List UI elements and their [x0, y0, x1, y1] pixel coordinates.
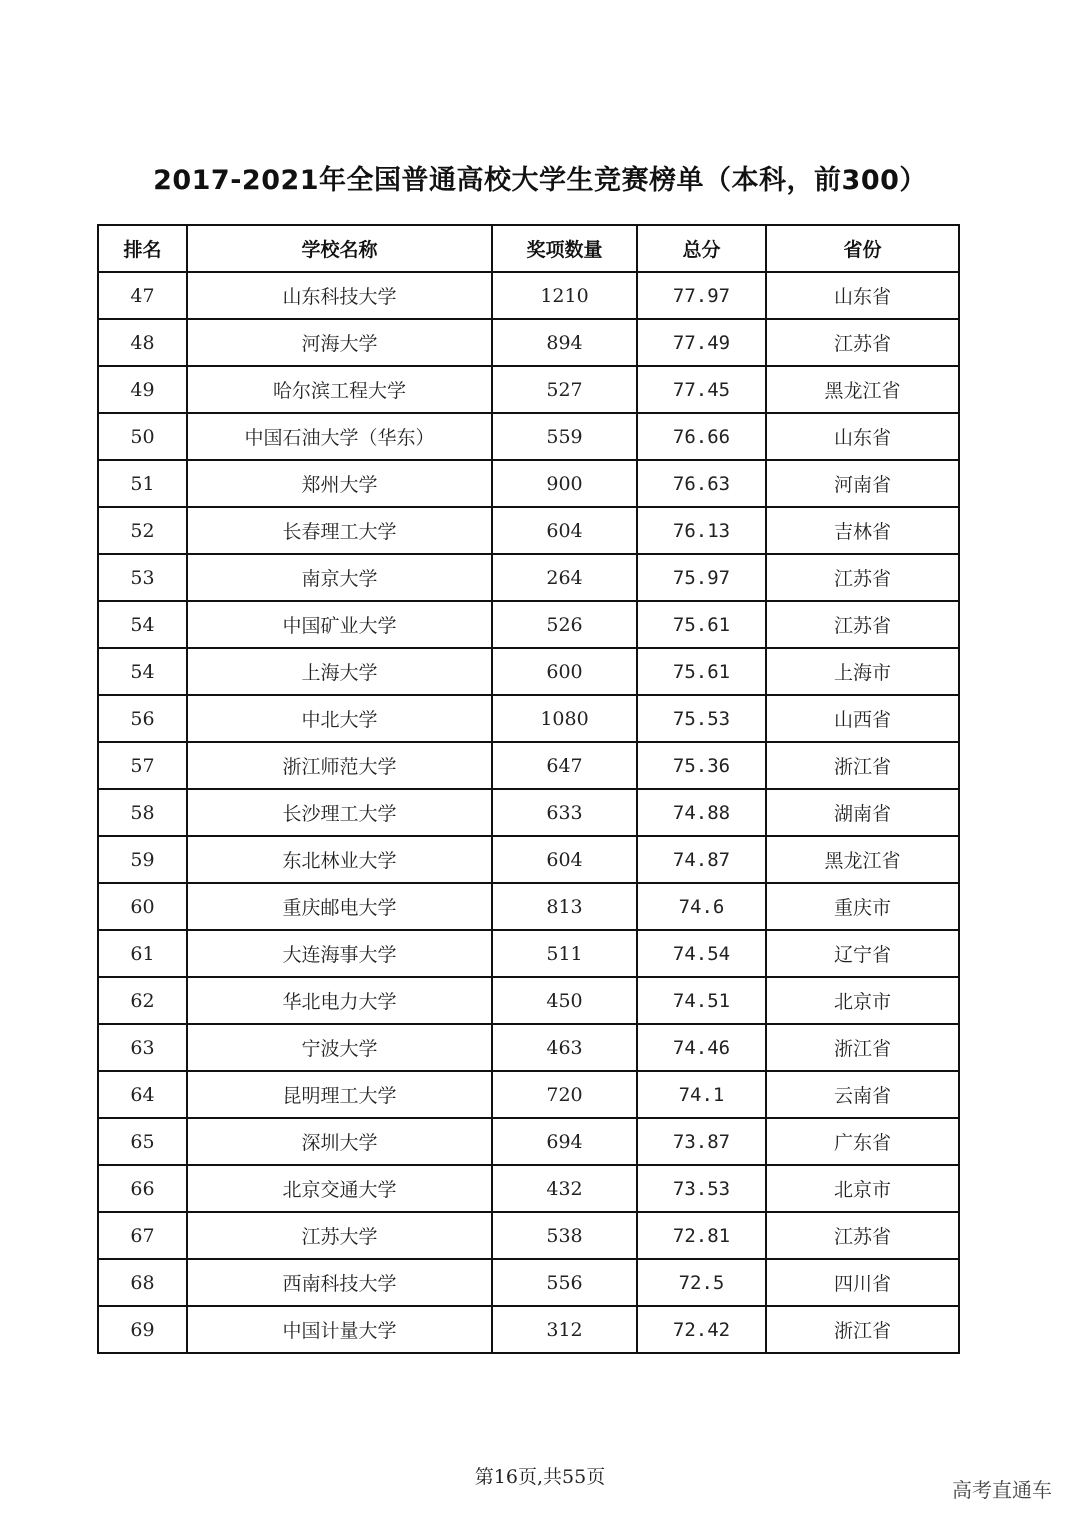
ranking-table [97, 224, 960, 1354]
cell-province: 广东省 [766, 1118, 959, 1165]
cell-total-score: 72.5 [637, 1259, 766, 1306]
cell-province: 江苏省 [766, 1212, 959, 1259]
cell-award-count: 600 [492, 648, 637, 695]
cell-province: 吉林省 [766, 507, 959, 554]
table-row [98, 601, 959, 648]
cell-school-name: 长沙理工大学 [187, 789, 492, 836]
cell-rank: 69 [98, 1306, 187, 1353]
table-row [98, 319, 959, 366]
cell-award-count: 1080 [492, 695, 637, 742]
cell-province: 浙江省 [766, 1306, 959, 1353]
cell-total-score: 74.1 [637, 1071, 766, 1118]
cell-total-score: 72.81 [637, 1212, 766, 1259]
cell-rank: 67 [98, 1212, 187, 1259]
cell-rank: 51 [98, 460, 187, 507]
table-row [98, 366, 959, 413]
cell-province: 江苏省 [766, 319, 959, 366]
cell-total-score: 73.53 [637, 1165, 766, 1212]
cell-award-count: 526 [492, 601, 637, 648]
cell-school-name: 哈尔滨工程大学 [187, 366, 492, 413]
cell-school-name: 昆明理工大学 [187, 1071, 492, 1118]
table-row [98, 789, 959, 836]
header-rank: 排名 [98, 225, 187, 272]
cell-award-count: 604 [492, 836, 637, 883]
cell-province: 河南省 [766, 460, 959, 507]
cell-province: 浙江省 [766, 742, 959, 789]
cell-province: 黑龙江省 [766, 836, 959, 883]
cell-school-name: 中国计量大学 [187, 1306, 492, 1353]
cell-award-count: 604 [492, 507, 637, 554]
cell-award-count: 633 [492, 789, 637, 836]
cell-province: 上海市 [766, 648, 959, 695]
cell-award-count: 694 [492, 1118, 637, 1165]
cell-school-name: 中北大学 [187, 695, 492, 742]
cell-rank: 63 [98, 1024, 187, 1071]
cell-rank: 64 [98, 1071, 187, 1118]
table-row [98, 272, 959, 319]
cell-rank: 58 [98, 789, 187, 836]
cell-rank: 48 [98, 319, 187, 366]
cell-rank: 47 [98, 272, 187, 319]
cell-award-count: 538 [492, 1212, 637, 1259]
table-row [98, 554, 959, 601]
header-province: 省份 [766, 225, 959, 272]
table-row [98, 1165, 959, 1212]
cell-school-name: 中国矿业大学 [187, 601, 492, 648]
cell-total-score: 75.61 [637, 648, 766, 695]
cell-rank: 57 [98, 742, 187, 789]
cell-total-score: 76.66 [637, 413, 766, 460]
cell-rank: 53 [98, 554, 187, 601]
cell-total-score: 74.87 [637, 836, 766, 883]
cell-award-count: 647 [492, 742, 637, 789]
cell-rank: 66 [98, 1165, 187, 1212]
cell-school-name: 重庆邮电大学 [187, 883, 492, 930]
table-row [98, 695, 959, 742]
table-header-row [98, 225, 959, 272]
cell-award-count: 463 [492, 1024, 637, 1071]
cell-province: 云南省 [766, 1071, 959, 1118]
cell-school-name: 郑州大学 [187, 460, 492, 507]
cell-total-score: 75.36 [637, 742, 766, 789]
cell-school-name: 北京交通大学 [187, 1165, 492, 1212]
table-row [98, 413, 959, 460]
cell-province: 江苏省 [766, 554, 959, 601]
table-row [98, 1259, 959, 1306]
cell-award-count: 900 [492, 460, 637, 507]
cell-province: 四川省 [766, 1259, 959, 1306]
cell-school-name: 中国石油大学（华东） [187, 413, 492, 460]
cell-award-count: 556 [492, 1259, 637, 1306]
header-school-name: 学校名称 [187, 225, 492, 272]
table-row [98, 1118, 959, 1165]
cell-total-score: 75.61 [637, 601, 766, 648]
cell-province: 北京市 [766, 1165, 959, 1212]
cell-rank: 49 [98, 366, 187, 413]
cell-rank: 60 [98, 883, 187, 930]
cell-rank: 54 [98, 648, 187, 695]
cell-rank: 62 [98, 977, 187, 1024]
cell-rank: 61 [98, 930, 187, 977]
cell-award-count: 432 [492, 1165, 637, 1212]
cell-school-name: 江苏大学 [187, 1212, 492, 1259]
cell-total-score: 77.49 [637, 319, 766, 366]
cell-total-score: 77.97 [637, 272, 766, 319]
cell-total-score: 73.87 [637, 1118, 766, 1165]
cell-province: 山东省 [766, 413, 959, 460]
cell-total-score: 75.53 [637, 695, 766, 742]
table-body [98, 272, 959, 1353]
table-row [98, 977, 959, 1024]
cell-rank: 65 [98, 1118, 187, 1165]
cell-total-score: 74.51 [637, 977, 766, 1024]
cell-school-name: 河海大学 [187, 319, 492, 366]
cell-province: 山东省 [766, 272, 959, 319]
cell-province: 黑龙江省 [766, 366, 959, 413]
table-row [98, 1024, 959, 1071]
cell-school-name: 上海大学 [187, 648, 492, 695]
cell-award-count: 511 [492, 930, 637, 977]
page-number: 第16页,共55页 [474, 1466, 606, 1488]
cell-award-count: 312 [492, 1306, 637, 1353]
cell-rank: 68 [98, 1259, 187, 1306]
watermark: 高考直通车 [952, 1478, 1052, 1502]
cell-province: 辽宁省 [766, 930, 959, 977]
cell-province: 重庆市 [766, 883, 959, 930]
header-award-count: 奖项数量 [492, 225, 637, 272]
cell-rank: 50 [98, 413, 187, 460]
cell-total-score: 75.97 [637, 554, 766, 601]
cell-total-score: 74.88 [637, 789, 766, 836]
header-total-score: 总分 [637, 225, 766, 272]
cell-award-count: 1210 [492, 272, 637, 319]
cell-total-score: 76.13 [637, 507, 766, 554]
cell-province: 山西省 [766, 695, 959, 742]
cell-province: 湖南省 [766, 789, 959, 836]
cell-award-count: 450 [492, 977, 637, 1024]
cell-award-count: 894 [492, 319, 637, 366]
cell-school-name: 东北林业大学 [187, 836, 492, 883]
cell-school-name: 深圳大学 [187, 1118, 492, 1165]
cell-school-name: 山东科技大学 [187, 272, 492, 319]
table-row [98, 1071, 959, 1118]
cell-rank: 52 [98, 507, 187, 554]
table-row [98, 836, 959, 883]
cell-total-score: 77.45 [637, 366, 766, 413]
cell-province: 北京市 [766, 977, 959, 1024]
cell-school-name: 宁波大学 [187, 1024, 492, 1071]
cell-rank: 56 [98, 695, 187, 742]
cell-total-score: 74.46 [637, 1024, 766, 1071]
cell-award-count: 527 [492, 366, 637, 413]
table-row [98, 648, 959, 695]
cell-school-name: 西南科技大学 [187, 1259, 492, 1306]
cell-school-name: 南京大学 [187, 554, 492, 601]
cell-school-name: 长春理工大学 [187, 507, 492, 554]
cell-award-count: 559 [492, 413, 637, 460]
cell-total-score: 72.42 [637, 1306, 766, 1353]
table-row [98, 1212, 959, 1259]
table-row [98, 460, 959, 507]
cell-province: 江苏省 [766, 601, 959, 648]
cell-award-count: 813 [492, 883, 637, 930]
table-row [98, 930, 959, 977]
cell-total-score: 74.6 [637, 883, 766, 930]
cell-school-name: 浙江师范大学 [187, 742, 492, 789]
cell-total-score: 74.54 [637, 930, 766, 977]
table-row [98, 1306, 959, 1353]
cell-rank: 54 [98, 601, 187, 648]
cell-province: 浙江省 [766, 1024, 959, 1071]
page-title: 2017-2021年全国普通高校大学生竞赛榜单（本科，前300） [153, 165, 927, 196]
cell-award-count: 720 [492, 1071, 637, 1118]
cell-school-name: 华北电力大学 [187, 977, 492, 1024]
table-row [98, 883, 959, 930]
cell-total-score: 76.63 [637, 460, 766, 507]
cell-school-name: 大连海事大学 [187, 930, 492, 977]
cell-award-count: 264 [492, 554, 637, 601]
cell-rank: 59 [98, 836, 187, 883]
table-row [98, 742, 959, 789]
table-row [98, 507, 959, 554]
